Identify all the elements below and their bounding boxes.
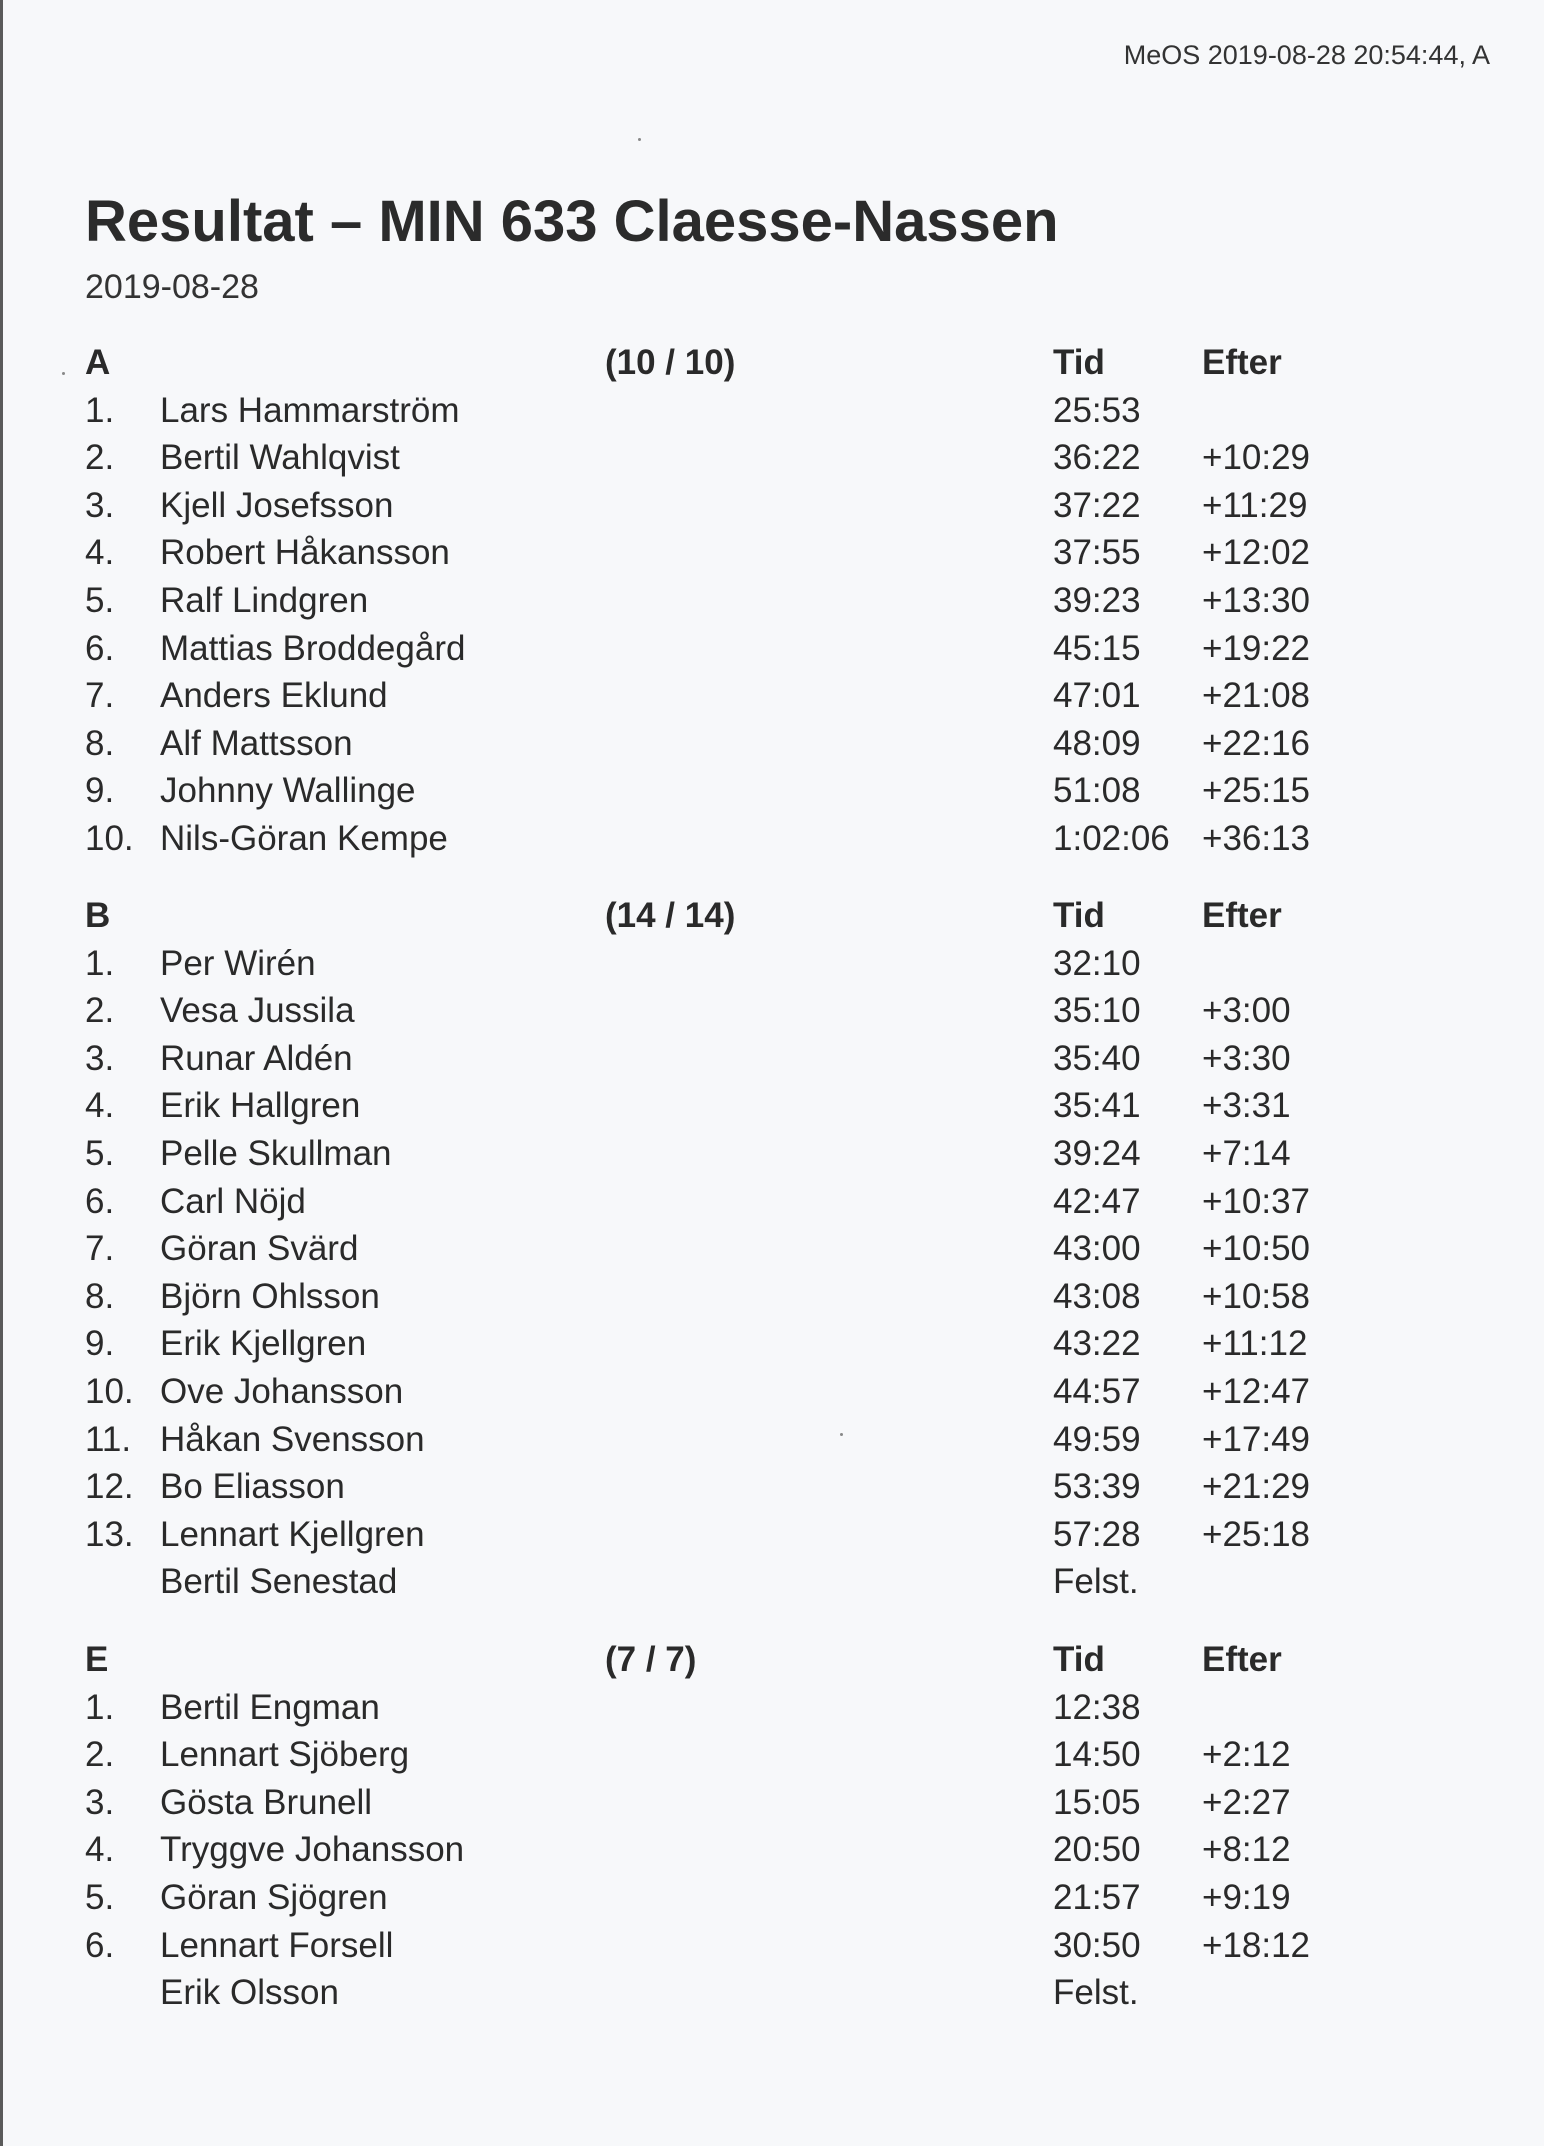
place: 7.: [85, 1229, 115, 1269]
finish-time: 35:40: [1053, 1038, 1141, 1078]
runner-name: Erik Olsson: [160, 1973, 339, 2013]
result-row: [0, 1178, 1544, 1226]
class-name: E: [85, 1640, 109, 1679]
place: 2.: [85, 991, 115, 1031]
time-behind: +3:00: [1202, 991, 1291, 1031]
finish-time: 42:47: [1053, 1181, 1141, 1221]
place: 4.: [85, 1830, 115, 1870]
runner-name: Per Wirén: [160, 943, 316, 983]
place: 13.: [85, 1514, 134, 1554]
place: 11.: [85, 1419, 132, 1459]
finish-time: 30:50: [1053, 1925, 1141, 1965]
time-behind: +12:02: [1202, 533, 1311, 573]
finish-time: 12:38: [1053, 1687, 1141, 1727]
place: 4.: [85, 533, 115, 573]
class-name: B: [85, 896, 111, 935]
place: 3.: [85, 1782, 115, 1822]
place: 6.: [85, 628, 115, 668]
result-row: [0, 387, 1544, 435]
result-row: [0, 1511, 1544, 1559]
time-behind: +21:29: [1202, 1467, 1311, 1507]
runner-name: Lars Hammarström: [160, 390, 460, 430]
finish-time: 37:22: [1053, 485, 1141, 525]
place: 5.: [85, 1877, 115, 1917]
place: 1.: [85, 1687, 115, 1727]
result-row: [0, 529, 1544, 577]
class-count: (7 / 7): [605, 1640, 697, 1679]
runner-name: Robert Håkansson: [160, 533, 450, 573]
finish-time: 43:22: [1053, 1324, 1141, 1364]
result-row: [0, 1969, 1544, 2017]
runner-name: Göran Svärd: [160, 1229, 359, 1269]
finish-time: 35:41: [1053, 1086, 1141, 1126]
time-behind: +3:30: [1202, 1038, 1291, 1078]
place: 3.: [85, 1038, 115, 1078]
place: 1.: [85, 390, 115, 430]
finish-time: 51:08: [1053, 771, 1141, 811]
runner-name: Björn Ohlsson: [160, 1276, 380, 1316]
place: 5.: [85, 580, 115, 620]
place: 10.: [85, 1371, 134, 1411]
place: 5.: [85, 1133, 115, 1173]
runner-name: Mattias Broddegård: [160, 628, 466, 668]
paper-speck: [638, 138, 641, 141]
runner-name: Pelle Skullman: [160, 1133, 392, 1173]
time-behind: +12:47: [1202, 1371, 1311, 1411]
runner-name: Johnny Wallinge: [160, 771, 416, 811]
finish-time: 25:53: [1053, 390, 1141, 430]
runner-name: Gösta Brunell: [160, 1782, 373, 1822]
result-row: [0, 1463, 1544, 1511]
time-behind: +2:27: [1202, 1782, 1291, 1822]
result-class-b: [0, 892, 1544, 1606]
runner-name: Carl Nöjd: [160, 1181, 306, 1221]
runner-name: Ralf Lindgren: [160, 580, 369, 620]
finish-time: 15:05: [1053, 1782, 1141, 1822]
place: 7.: [85, 676, 115, 716]
result-row: [0, 940, 1544, 988]
finish-time: 57:28: [1053, 1514, 1141, 1554]
runner-name: Runar Aldén: [160, 1038, 353, 1078]
place: 9.: [85, 771, 115, 811]
runner-name: Nils-Göran Kempe: [160, 818, 448, 858]
runner-name: Bertil Wahlqvist: [160, 438, 400, 478]
finish-time: 44:57: [1053, 1371, 1141, 1411]
result-row: [0, 1082, 1544, 1130]
time-behind: +2:12: [1202, 1735, 1291, 1775]
runner-name: Tryggve Johansson: [160, 1830, 465, 1870]
runner-name: Bertil Engman: [160, 1687, 380, 1727]
time-behind: +10:58: [1202, 1276, 1311, 1316]
finish-time: 35:10: [1053, 991, 1141, 1031]
result-row: [0, 1779, 1544, 1827]
result-class-e: [0, 1636, 1544, 2017]
time-behind: +10:50: [1202, 1229, 1311, 1269]
result-row: [0, 1368, 1544, 1416]
result-row: [0, 1684, 1544, 1732]
time-behind: +7:14: [1202, 1133, 1291, 1173]
place: 6.: [85, 1181, 115, 1221]
print-stamp: MeOS 2019-08-28 20:54:44, A: [1123, 40, 1490, 70]
time-behind: +22:16: [1202, 723, 1311, 763]
result-class-a: [0, 339, 1544, 863]
finish-time: 21:57: [1053, 1877, 1141, 1917]
finish-time: 37:55: [1053, 533, 1141, 573]
time-column-header: Tid: [1053, 343, 1105, 382]
result-row: [0, 625, 1544, 673]
time-behind: +11:29: [1202, 485, 1308, 525]
place: 6.: [85, 1925, 115, 1965]
finish-time: 43:08: [1053, 1276, 1141, 1316]
runner-name: Bertil Senestad: [160, 1562, 398, 1602]
runner-name: Håkan Svensson: [160, 1419, 425, 1459]
runner-name: Lennart Forsell: [160, 1925, 394, 1965]
finish-time: 48:09: [1053, 723, 1141, 763]
runner-name: Bo Eliasson: [160, 1467, 345, 1507]
finish-time: 14:50: [1053, 1735, 1141, 1775]
finish-time: 43:00: [1053, 1229, 1141, 1269]
result-row: [0, 1922, 1544, 1970]
place: 10.: [85, 818, 134, 858]
behind-column-header: Efter: [1202, 896, 1282, 935]
time-behind: +8:12: [1202, 1830, 1291, 1870]
time-behind: +19:22: [1202, 628, 1311, 668]
behind-column-header: Efter: [1202, 343, 1282, 382]
time-column-header: Tid: [1053, 896, 1105, 935]
result-row: [0, 1826, 1544, 1874]
result-row: [0, 672, 1544, 720]
page-title: Resultat – MIN 633 Claesse-Nassen: [85, 189, 1059, 254]
result-row: [0, 1558, 1544, 1606]
result-row: [0, 434, 1544, 482]
event-date: 2019-08-28: [85, 268, 259, 306]
finish-time: 45:15: [1053, 628, 1141, 668]
time-behind: +13:30: [1202, 580, 1311, 620]
runner-name: Lennart Sjöberg: [160, 1735, 410, 1775]
result-row: [0, 1225, 1544, 1273]
time-column-header: Tid: [1053, 1640, 1105, 1679]
time-behind: +9:19: [1202, 1877, 1291, 1917]
runner-name: Alf Mattsson: [160, 723, 353, 763]
runner-name: Erik Hallgren: [160, 1086, 361, 1126]
runner-name: Erik Kjellgren: [160, 1324, 367, 1364]
finish-time: 47:01: [1053, 676, 1141, 716]
finish-time: 39:24: [1053, 1133, 1141, 1173]
time-behind: +11:12: [1202, 1324, 1308, 1364]
result-row: [0, 1416, 1544, 1464]
finish-time: 1:02:06: [1053, 818, 1170, 858]
class-header-row: [0, 892, 1544, 940]
result-row: [0, 1731, 1544, 1779]
time-behind: +18:12: [1202, 1925, 1311, 1965]
finish-time: Felst.: [1053, 1973, 1139, 2013]
time-behind: +3:31: [1202, 1086, 1291, 1126]
time-behind: +25:18: [1202, 1514, 1311, 1554]
result-row: [0, 577, 1544, 625]
place: 1.: [85, 943, 115, 983]
runner-name: Vesa Jussila: [160, 991, 355, 1031]
class-header-row: [0, 1636, 1544, 1684]
finish-time: 32:10: [1053, 943, 1141, 983]
result-row: [0, 1320, 1544, 1368]
runner-name: Göran Sjögren: [160, 1877, 388, 1917]
place: 4.: [85, 1086, 115, 1126]
finish-time: 49:59: [1053, 1419, 1141, 1459]
result-row: [0, 815, 1544, 863]
result-row: [0, 1035, 1544, 1083]
place: 8.: [85, 723, 115, 763]
runner-name: Ove Johansson: [160, 1371, 404, 1411]
time-behind: +21:08: [1202, 676, 1311, 716]
runner-name: Lennart Kjellgren: [160, 1514, 425, 1554]
time-behind: +25:15: [1202, 771, 1311, 811]
result-row: [0, 720, 1544, 768]
place: 3.: [85, 485, 115, 525]
finish-time: 36:22: [1053, 438, 1141, 478]
runner-name: Anders Eklund: [160, 676, 388, 716]
class-header-row: [0, 339, 1544, 387]
result-row: [0, 1273, 1544, 1321]
result-row: [0, 1130, 1544, 1178]
place: 9.: [85, 1324, 115, 1364]
result-row: [0, 482, 1544, 530]
place: 8.: [85, 1276, 115, 1316]
class-count: (14 / 14): [605, 896, 736, 935]
finish-time: 53:39: [1053, 1467, 1141, 1507]
place: 2.: [85, 438, 115, 478]
finish-time: Felst.: [1053, 1562, 1139, 1602]
time-behind: +17:49: [1202, 1419, 1311, 1459]
place: 2.: [85, 1735, 115, 1775]
result-row: [0, 1874, 1544, 1922]
result-row: [0, 987, 1544, 1035]
time-behind: +10:37: [1202, 1181, 1311, 1221]
class-name: A: [85, 343, 111, 382]
time-behind: +36:13: [1202, 818, 1311, 858]
behind-column-header: Efter: [1202, 1640, 1282, 1679]
result-row: [0, 767, 1544, 815]
finish-time: 39:23: [1053, 580, 1141, 620]
finish-time: 20:50: [1053, 1830, 1141, 1870]
runner-name: Kjell Josefsson: [160, 485, 394, 525]
place: 12.: [85, 1467, 134, 1507]
class-count: (10 / 10): [605, 343, 736, 382]
time-behind: +10:29: [1202, 438, 1311, 478]
